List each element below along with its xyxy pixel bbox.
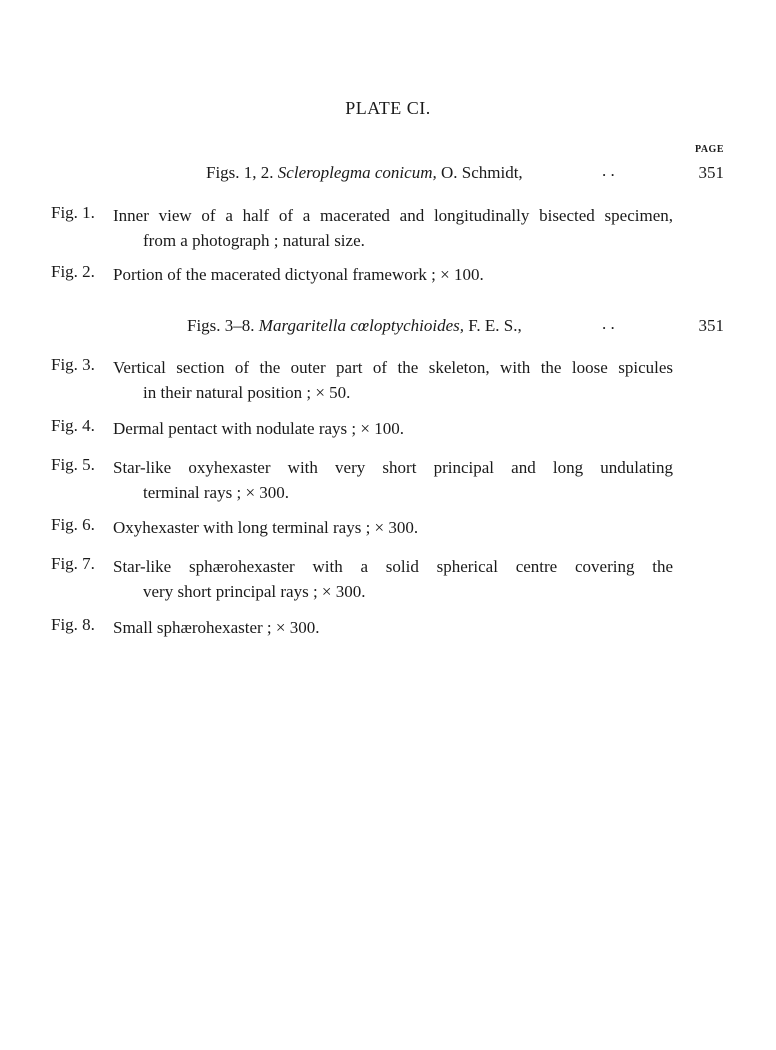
caption-line: from a photograph ; natural size. [143, 231, 365, 250]
dot-leader: . . [602, 161, 615, 180]
group-heading-author: F. E. S., [468, 316, 522, 335]
group-heading-2 [187, 316, 522, 336]
caption-line: Star-like oxyhexaster with very short principal and long undulating [113, 458, 673, 477]
figure-label: Fig. 1. [51, 203, 95, 222]
group-heading-species: Scleroplegma conicum, [277, 163, 437, 182]
figure-caption [113, 615, 673, 640]
figure-label: Fig. 8. [51, 615, 95, 634]
group-heading-author: O. Schmidt, [440, 163, 523, 182]
figure-label: Fig. 6. [51, 515, 95, 534]
figure-caption [113, 262, 673, 287]
figure-caption [113, 515, 673, 540]
group-heading-figs: Figs. 1, 2. [206, 163, 274, 182]
plate-title: PLATE CI. [345, 98, 431, 118]
caption-line: Inner view of a half of a macerated and longitudinally bisected specimen, [113, 206, 673, 225]
figure-caption [113, 203, 673, 253]
caption-line: Star-like sphærohexaster with a solid spherical centre covering the [113, 557, 673, 576]
figure-caption [113, 554, 673, 604]
caption-line: Small sphærohexaster ; × 300. [113, 618, 320, 637]
figure-caption [113, 455, 673, 505]
figure-label: Fig. 4. [51, 416, 95, 435]
caption-line: in their natural position ; × 50. [143, 383, 351, 402]
caption-line: Oxyhexaster with long terminal rays ; × 300. [113, 518, 419, 537]
figure-caption [113, 355, 673, 405]
figure-label: Fig. 3. [51, 355, 95, 374]
group-heading-figs: Figs. 3–8. [187, 316, 255, 335]
figure-label: Fig. 2. [51, 262, 95, 281]
dot-leader: . . [602, 314, 615, 333]
page-column-label: PAGE [694, 144, 724, 155]
group-page-number: 351 [698, 316, 724, 335]
group-heading-1 [206, 163, 523, 183]
figure-label: Fig. 7. [51, 554, 95, 573]
caption-line: Vertical section of the outer part of the skeleton, with the loose spicules [113, 358, 673, 377]
group-page-number: 351 [698, 163, 724, 182]
figure-label: Fig. 5. [51, 455, 95, 474]
caption-line: terminal rays ; × 300. [143, 483, 290, 502]
caption-line: very short principal rays ; × 300. [143, 582, 366, 601]
caption-line: Dermal pentact with nodulate rays ; × 100. [113, 419, 404, 438]
figure-caption [113, 416, 673, 441]
group-heading-species: Margaritella cœloptychioides, [258, 316, 465, 335]
caption-line: Portion of the macerated dictyonal framework ; × 100. [113, 265, 484, 284]
